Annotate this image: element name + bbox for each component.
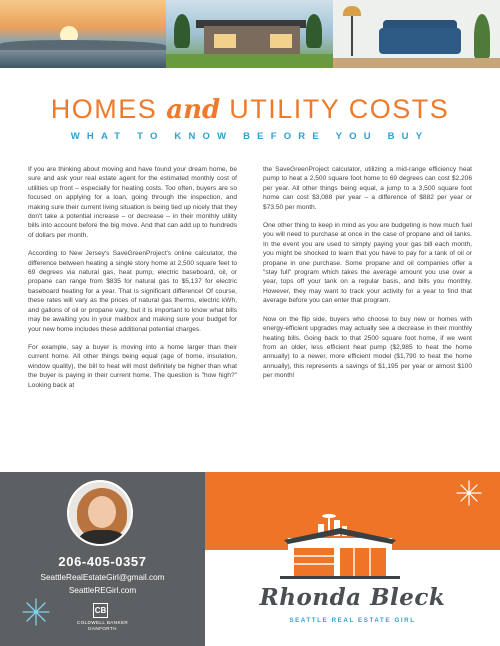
sparkle-icon — [22, 598, 50, 626]
article-column-right — [263, 165, 472, 465]
article-column-left — [28, 165, 237, 465]
agent-avatar — [67, 480, 133, 546]
agent-email[interactable]: SeattleRealEstateGirl@gmail.com — [40, 573, 165, 582]
title-and: and — [166, 95, 221, 125]
brand-tagline: SEATTLE REAL ESTATE GIRL — [289, 617, 416, 624]
paragraph: According to New Jersey's SaveGreenProject's online calculator, the difference between heating a single story home at 2,500 square feet to 69 degrees via natural gas, heat pump, electric baseboard, oil, or propane can range from $835 for natural gas to $5,137 for electric baseboard heating for a year. That is significant difference! Of course, these rates will vary as the prices of natural gas therms, electric kWh, and gallons of oil or propane vary, but it is important to know what bills may be awaiting you in your mailbox and making sure your budget for your new home includes these additional potential charges. — [28, 250, 237, 333]
page-title — [0, 94, 500, 125]
title-part2: UTILITY COSTS — [220, 94, 450, 124]
article-body — [28, 165, 472, 465]
paragraph: the SaveGreenProject calculator, utilizing a mid-range efficiency heat pump to heat a 2,500 square foot home to 69 degrees can cost $2,206 per year. All other things being equal, a jump to a 3,500 square foot home can cost $3,088 per year – a difference of $882 per year or $73.50 per month. — [263, 166, 472, 211]
brokerage-line2: DANFORTH — [88, 626, 117, 631]
paragraph: For example, say a buyer is moving into a home larger than their current home. All other things being equal (age of home, insulation, window quality), the bill to heat will most definitely be higher than what the buyer is paying in their current home. The question is "how high?" Looking back at — [28, 343, 237, 389]
paragraph: One other thing to keep in mind as you are budgeting is how much fuel you will need to purchase at once in the case of propane and oil tanks. In the event you are used to simply paying your gas bill each month, you might be shocked to learn that you have to pay for a tank of oil or propane in one purchase. Some propane and oil companies offer a "stay full" program which takes the average amount you use over a year, tops off your tank on a regular basis, and bills you monthly. However, they may want to track your activity for a year to find that average before you can enter that program. — [263, 222, 472, 305]
paragraph: If you are thinking about moving and have found your dream home, be sure and ask your real estate agent for the estimated monthly cost of utilities up front – especially for heating costs. Too often, buyers are so focused on applying for a loan, going through the inspection, and making sure their current living situation is being tied up nicely that they don't take a potential increase – or decrease – in their monthly utility bills into account before the big move. And that can add up to hundreds of dollars per month. — [28, 166, 237, 239]
coldwell-banker-icon: CB — [93, 603, 108, 618]
agent-phone[interactable]: 206-405-0357 — [58, 554, 147, 569]
page-subtitle: WHAT TO KNOW BEFORE YOU BUY — [70, 131, 430, 142]
house-exterior-photo — [166, 0, 333, 68]
title-part1: HOMES — [50, 94, 167, 124]
agent-website[interactable]: SeattleREGirl.com — [68, 586, 137, 595]
living-room-photo — [333, 0, 500, 68]
brand-name: Rhonda Bleck — [259, 584, 446, 611]
sunset-photo — [0, 0, 166, 68]
seattle-house-logo — [270, 508, 410, 584]
sparkle-icon — [456, 480, 482, 506]
header-photo-strip — [0, 0, 500, 68]
brokerage-line1: COLDWELL BANKER — [76, 620, 129, 625]
paragraph: Now on the flip side, buyers who choose to buy new or homes with energy-efficient upgrades may actually see a decrease in their monthly heating bills. Going back to that 2500 square foot home, if we went from an older, less efficient heat pump ($2,985 to heat the home annually) to a newer, more efficient model ($1,790 to heat the home annually), this represents a savings of $1,195 per year or almost $100 per month! — [263, 315, 472, 380]
